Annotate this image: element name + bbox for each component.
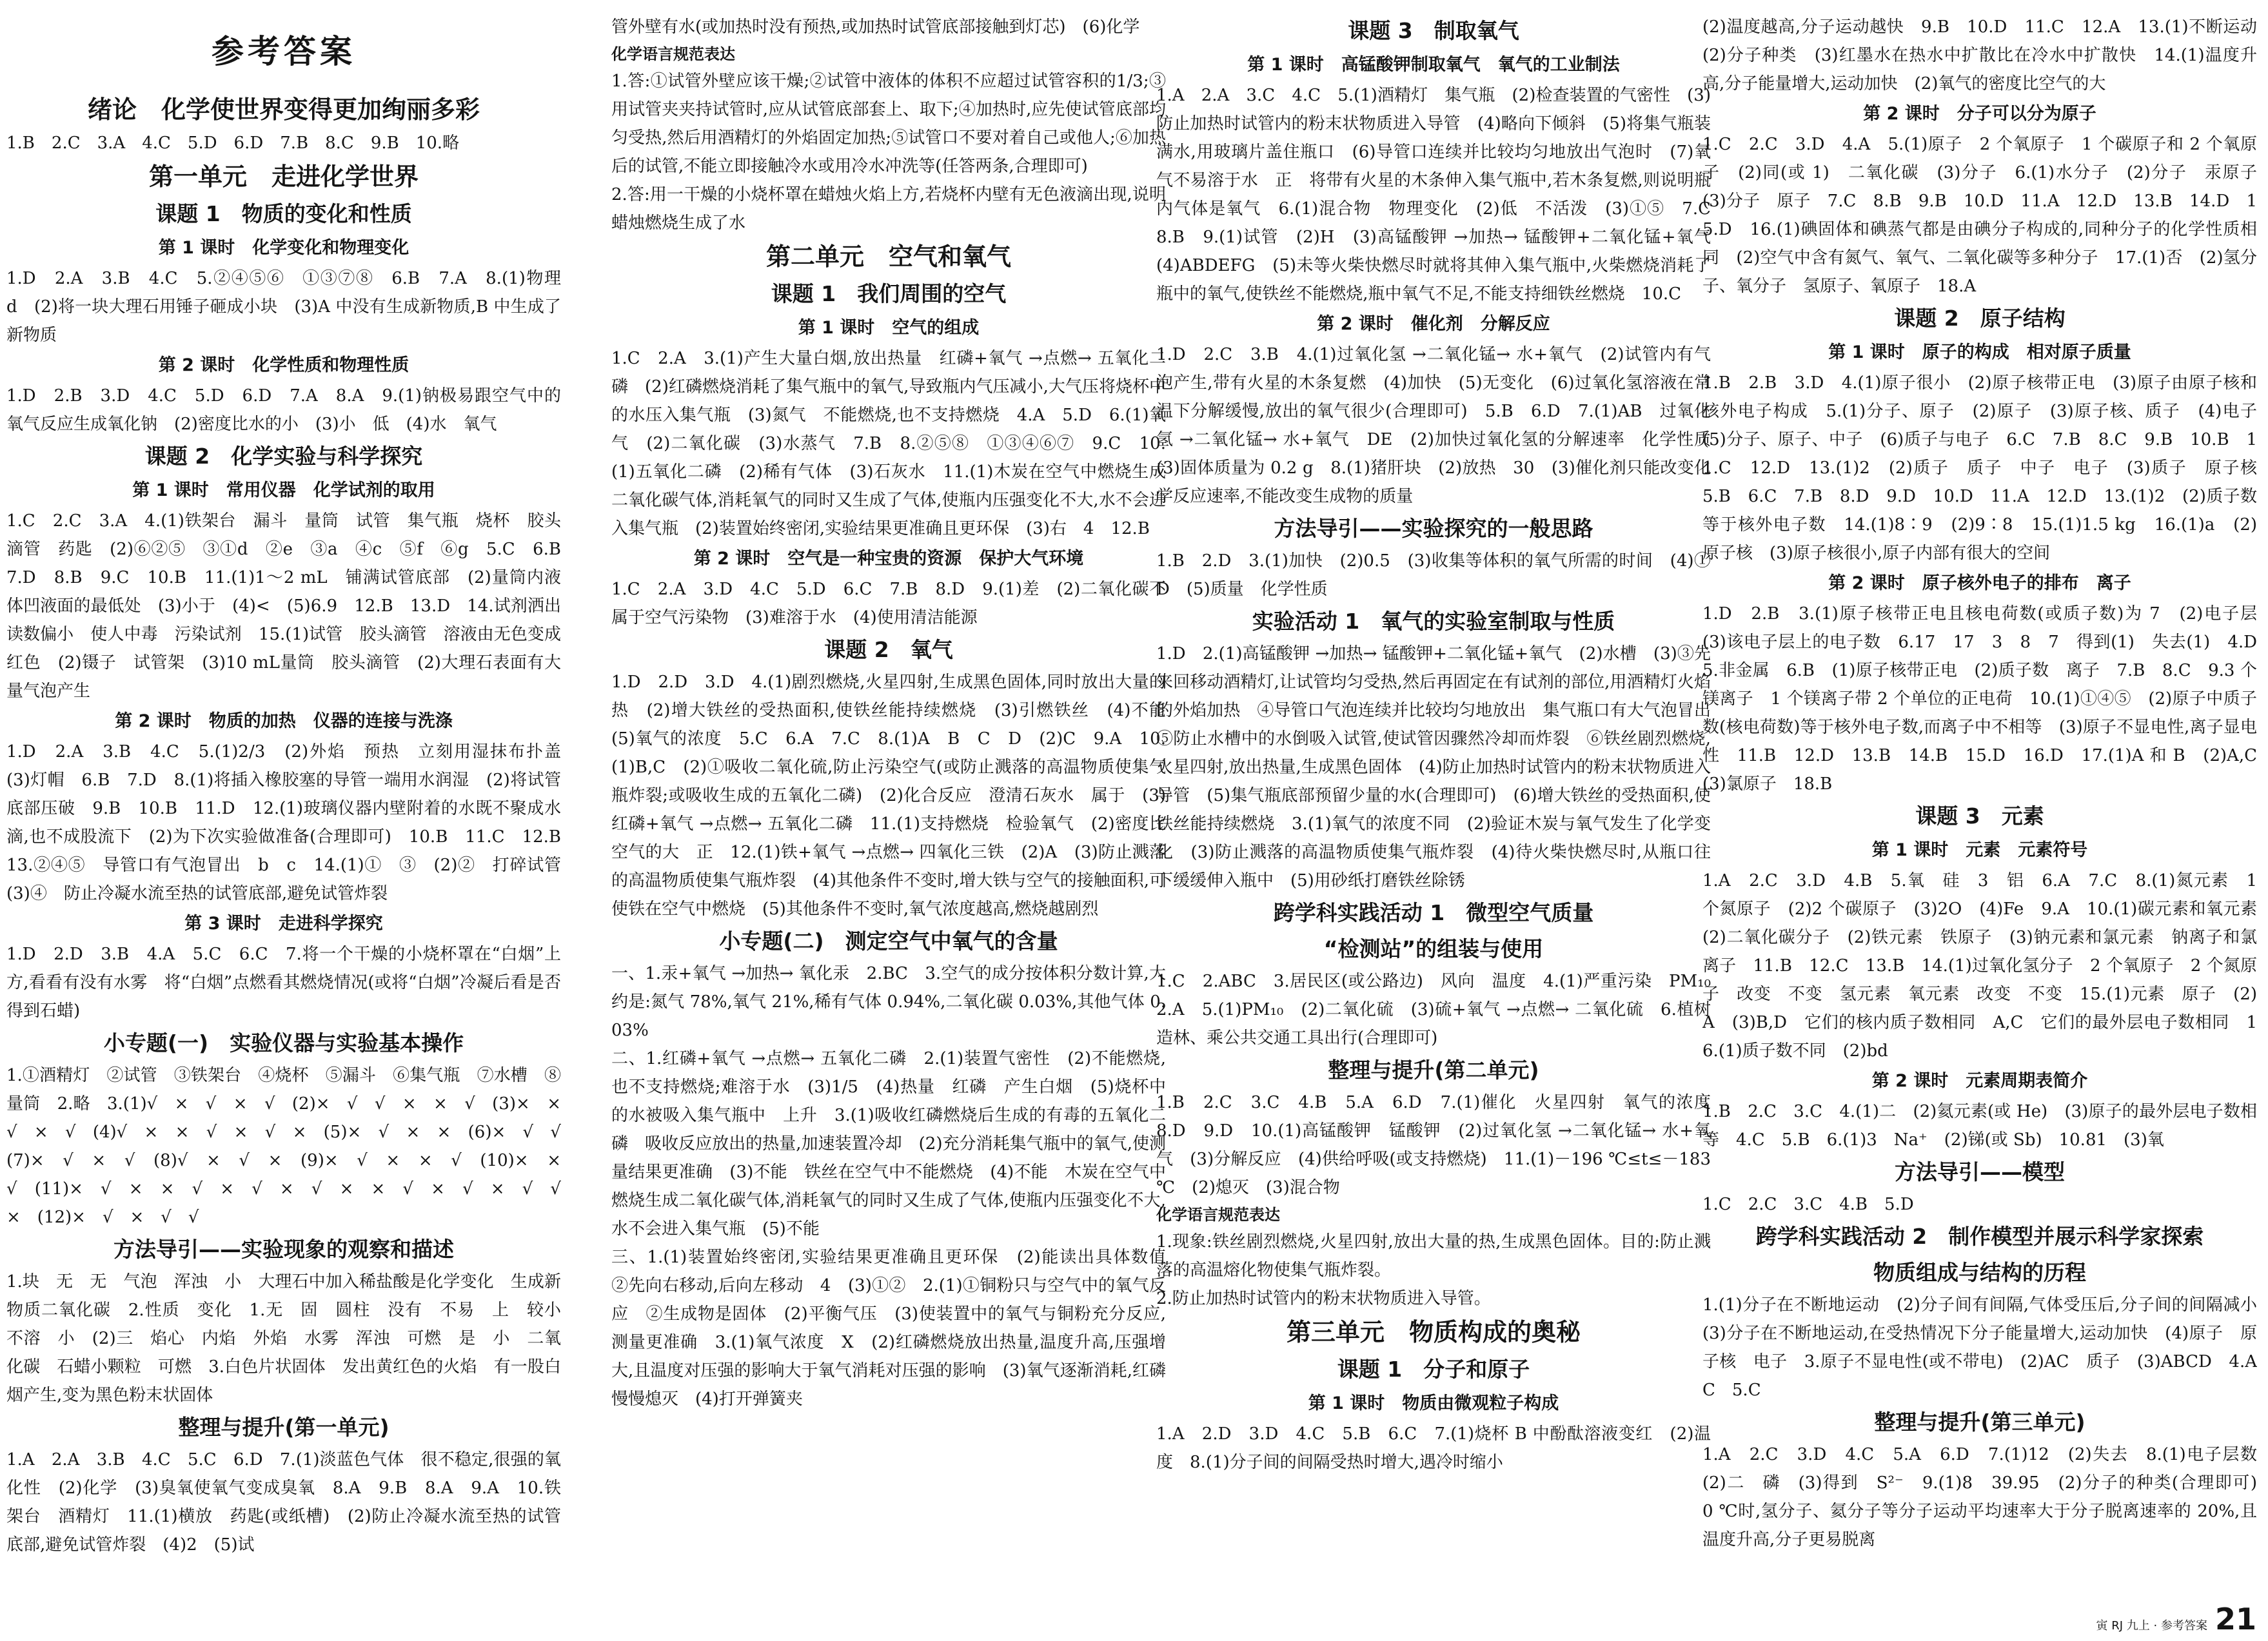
answer-paragraph: 1.B 2.C 3.C 4.(1)二 (2)氦元素(或 He) (3)原子的最外层电子数相等 4.C 5.B 6.(1)3 Na⁺ (2)锑(或 Sb) 10.81 (3)氧 [1702,1102,2257,1150]
section-heading: 方法导引——实验探究的一般思路 [1274,516,1593,541]
answer-paragraph: 1.(1)分子在不断地运动 (2)分子间有间隔,气体受压后,分子间的间隔减小 (3)分子在不断地运动,在受热情况下分子能量增大,运动加快 (4)原子 原子核 电子 3.原子不显电性(或不带电) (2)AC 质子 (3)ABCD 4.AC 5.C [1702,1295,2257,1400]
answer-paragraph: 一、1.汞+氧气 →加热→ 氧化汞 2.BC 3.空气的成分按体积分数计算,大约是:氮气 78%,氧气 21%,稀有气体 0.94%,二氧化碳 0.03%,其他气体 0.03% [611,964,1166,1040]
answer-paragraph: 1.A 2.C 3.D 4.C 5.A 6.D 7.(1)12 (2)失去 8.(1)电子层数 (2)二 磷 (3)得到 S²⁻ 9.(1)8 39.95 (2)分子的种类(合理即可) 0 ℃时,氢分子、氦分子等分子运动平均速率大于分子脱离速率的 20%,且温度升高,分子更易脱离 [1702,1445,2257,1549]
answer-paragraph: 1.A 2.A 3.B 4.C 5.C 6.D 7.(1)淡蓝色气体 很不稳定,很强的氧化性 (2)化学 (3)臭氧使氧气变成臭氧 8.A 9.B 8.A 9.A 10.铁架台 酒精灯 11.(1)横放 药匙(或纸槽) (2)防止冷凝水流至热的试管底部,避免试管炸裂 (4)2 (5)试 [6,1450,561,1555]
text-column-1 [6,13,561,1606]
section-heading: 课题 3 元素 [1915,803,2044,829]
section-heading: 课题 3 制取氧气 [1348,18,1519,43]
section-heading: 实验活动 1 氧气的实验室制取与性质 [1252,609,1615,634]
lesson-heading: 第 1 课时 高锰酸钾制取氧气 氧气的工业制法 [1247,55,1620,75]
lesson-heading: 第 1 课时 原子的构成 相对原子质量 [1828,342,2131,362]
lesson-heading: 第 2 课时 分子可以分为原子 [1863,104,2096,124]
lesson-heading: 第 2 课时 原子核外电子的排布 离子 [1828,573,2131,593]
chapter-heading: 绪论 化学使世界变得更加绚丽多彩 [87,95,480,124]
page-title: 参考答案 [212,33,356,70]
answer-paragraph: 1.C 2.C 3.A 4.(1)铁架台 漏斗 量筒 试管 集气瓶 烧杯 胶头滴管 药匙 (2)⑥②⑤ ③①d ②e ③a ④c ⑤f ⑥g 5.C 6.B 7.D 8.B 9.C 10.B 11.(1)1～2 mL 铺满试管底部 (2)量筒内液体凹液面的最低处 (3)小于 (4)< (5)6.9 12.B 13.D 14.试剂洒出 读数偏小 使人中毒 污染试剂 15.(1)试管 胶头滴管 溶液由无色变成红色 (2)镊子 试管架 (3)10 mL量筒 胶头滴管 (2)大理石表面有大量气泡产生 [6,511,561,701]
footer-label: 寅 RJ 九上 · 参考答案 [2096,1619,2207,1633]
answer-paragraph: 1.D 2.A 3.B 4.C 5.②④⑤⑥ ①③⑦⑧ 6.B 7.A 8.(1)物理 d (2)将一块大理石用锤子砸成小块 (3)A 中没有生成新物质,B 中生成了新物质 [6,269,561,345]
chapter-heading: 第一单元 走进化学世界 [148,162,419,191]
lesson-heading: 第 2 课时 元素周期表简介 [1871,1071,2088,1091]
answer-paragraph: 1.块 无 无 气泡 浑浊 小 大理石中加入稀盐酸是化学变化 生成新物质二氧化碳 2.性质 变化 1.无 固 圆柱 没有 不易 上 较小 不溶 小 (2)三 焰心 内焰 外焰 水雾 浑浊 可燃 是 小 二氧化碳 石蜡小颗粒 可燃 3.白色片状固体 发出黄红色的火焰 有一股白烟产生,变为黑色粉末状固体 [6,1272,561,1405]
answer-paragraph: 1.C 2.C 3.C 4.B 5.D [1702,1195,1914,1214]
answer-paragraph: 1.C 2.A 3.D 4.C 5.D 6.C 7.B 8.D 9.(1)差 (2)二氧化碳不属于空气污染物 (3)难溶于水 (4)使用清洁能源 [611,580,1166,627]
answer-paragraph: 1.B 2.B 3.D 4.(1)原子很小 (2)原子核带正电 (3)原子由原子核和核外电子构成 5.(1)分子、原子 (2)原子 (3)原子核、质子 (4)电子 (5)分子、原子、中子 (6)质子与电子 6.C 7.B 8.C 9.B 10.B 11.C 12.D 13.(1)2 (2)质子 质子 中子 电子 (3)质子 原子核 5.B 6.C 7.B 8.D 9.D 10.D 11.A 12.D 13.(1)2 (2)质子数等于核外电子数 14.(1)8∶9 (2)9∶8 15.(1)1.5 kg 16.(1)a (2)原子核 (3)原子核很小,原子内部有很大的空间 [1702,373,2257,563]
answer-paragraph: 1.B 2.C 3.A 4.C 5.D 6.D 7.B 8.C 9.B 10.略 [6,133,460,153]
answer-paragraph: 1.A 2.A 3.C 4.C 5.(1)酒精灯 集气瓶 (2)检查装置的气密性 (3)防止加热时试管内的粉末状物质进入导管 (4)略向下倾斜 (5)将集气瓶装满水,用玻璃片盖住瓶口 (6)导管口连续并比较均匀地放出气泡时 (7)氧气不易溶于水 正 将带有火星的木条伸入集气瓶中,若木条复燃,则说明瓶内气体是氧气 6.(1)混合物 物理变化 (2)低 不活泼 (3)①⑤ 7.C 8.B 9.(1)试管 (2)H (3)高锰酸钾 →加热→ 锰酸钾+二氧化锰+氧气 (4)ABDEFG (5)未等火柴快燃尽时就将其伸入集气瓶中,火柴燃烧消耗了瓶中的氧气,使铁丝不能燃烧,瓶中氧气不足,不能支持细铁丝燃烧 10.C [1156,86,1711,304]
answer-paragraph: 1.A 2.C 3.D 4.B 5.氧 硅 3 铝 6.A 7.C 8.(1)氮元素 1 个氮原子 (2)2 个碳原子 (3)2O (4)Fe 9.A 10.(1)碳元素和氧元素 (2)二氧化碳分子 (2)铁元素 铁原子 (3)钠元素和氯元素 钠离子和氯离子 11.B 12.C 13.B 14.(1)过氧化氢分子 2 个氧原子 2 个氮原子 改变 不变 氢元素 氧元素 改变 不变 15.(1)元素 原子 (2)A (3)B,D 它们的核内质子数相同 A,C 它们的最外层电子数相同 16.(1)质子数不同 (2)bd [1702,871,2257,1061]
section-heading: 小专题(二) 测定空气中氧气的含量 [719,929,1058,954]
section-heading: 物质组成与结构的历程 [1873,1260,2086,1285]
section-heading: 方法导引——模型 [1895,1159,2065,1184]
section-heading: 小专题(一) 实验仪器与实验基本操作 [103,1030,464,1056]
subsection-label: 化学语言规范表达 [1156,1206,1280,1224]
section-heading: 整理与提升(第一单元) [178,1415,390,1440]
answer-paragraph: (2)温度越高,分子运动越快 9.B 10.D 11.C 12.A 13.(1)不断运动 (2)分子种类 (3)红墨水在热水中扩散比在冷水中扩散快 14.(1)温度升高,分子能量增大,运动加快 (2)氧气的密度比空气的大 [1702,17,2257,93]
section-heading: 整理与提升(第二单元) [1328,1057,1539,1083]
section-heading: 课题 1 我们周围的空气 [771,281,1007,306]
answer-paragraph: 2.防止加热时试管内的粉末状物质进入导管。 [1156,1289,1491,1308]
section-heading: 课题 1 物质的变化和性质 [155,201,412,226]
lesson-heading: 第 1 课时 物质由微观粒子构成 [1308,1393,1559,1413]
answer-paragraph: 1.C 2.ABC 3.居民区(或公路边) 风向 温度 4.(1)严重污染 PM₁₀ 2.A 5.(1)PM₁₀ (2)二氧化硫 (3)硫+氧气 →点燃→ 二氧化硫 6.植树造林、乘公共交通工具出行(合理即可) [1156,972,1711,1048]
page-footer [2096,1602,2256,1635]
lesson-heading: 第 2 课时 空气是一种宝贵的资源 保护大气环境 [693,549,1084,569]
answer-paragraph: 1.D 2.B 3.D 4.C 5.D 6.D 7.A 8.A 9.(1)钠极易跟空气中的氧气反应生成氧化钠 (2)密度比水的小 (3)小 低 (4)水 氧气 [6,386,561,434]
answer-paragraph: 1.D 2.(1)高锰酸钾 →加热→ 锰酸钾+二氧化锰+氧气 (2)水槽 (3)③先来回移动酒精灯,让试管均匀受热,然后再固定在有试剂的部位,用酒精灯火焰的外焰加热 ④导管口气泡连续并比较均匀地放出 集气瓶口有大气泡冒出 ⑤防止水槽中的水倒吸入试管,使试管因骤然冷却而炸裂 ⑥铁丝剧烈燃烧,火星四射,放出热量,生成黑色固体 (4)防止加热时试管内的粉末状物质进入导管 (5)集气瓶底部预留少量的水(合理即可) (6)增大铁丝的受热面积,使铁丝能持续燃烧 3.(1)氧气的浓度不同 (2)验证木炭与氧气发生了化学变化 (3)防止溅落的高温物质使集气瓶炸裂 (4)待火柴快燃尽时,从瓶口往下缓缓伸入瓶中 (5)用砂纸打磨铁丝除锈 [1156,644,1711,890]
section-heading: 课题 2 氧气 [824,637,953,662]
section-heading: 方法导引——实验现象的观察和描述 [113,1237,454,1262]
section-heading: “检测站”的组装与使用 [1323,936,1544,961]
lesson-heading: 第 2 课时 催化剂 分解反应 [1317,314,1550,334]
answer-paragraph: 1.A 2.D 3.D 4.C 5.B 6.C 7.(1)烧杯 B 中酚酞溶液变红 (2)温度 8.(1)分子间的间隔受热时增大,遇冷时缩小 [1156,1424,1711,1472]
lesson-heading: 第 1 课时 空气的组成 [798,318,980,338]
text-column-3 [1156,13,1711,1606]
answer-paragraph: 2.答:用一干燥的小烧杯罩在蜡烛火焰上方,若烧杯内壁有无色液滴出现,说明蜡烛燃烧生成了水 [611,185,1166,233]
answer-paragraph: 二、1.红磷+氧气 →点燃→ 五氧化二磷 2.(1)装置气密性 (2)不能燃烧,也不支持燃烧;难溶于水 (3)1/5 (4)热量 红磷 产生白烟 (5)烧杯中的水被吸入集气瓶中 上升 3.(1)吸收红磷燃烧后生成的有毒的五氧化二磷 吸收反应放出的热量,加速装置冷却 (2)充分消耗集气瓶中的氧气,使测量结果更准确 (3)不能 铁丝在空气中不能燃烧 (4)不能 木炭在空气中燃烧生成二氧化碳气体,消耗氧气的同时又生成了气体,使瓶内压强变化不大,水不会进入集气瓶 (5)不能 [611,1049,1166,1239]
answer-paragraph: 1.现象:铁丝剧烈燃烧,火星四射,放出大量的热,生成黑色固体。目的:防止溅落的高温熔化物使集气瓶炸裂。 [1156,1232,1711,1280]
answer-paragraph: 三、1.(1)装置始终密闭,实验结果更准确且更环保 (2)能读出具体数值 ②先向右移动,后向左移动 4 (3)①② 2.(1)①铜粉只与空气中的氧气反应 ②生成物是固体 (2)平衡气压 (3)使装置中的氧气与铜粉充分反应,测量更准确 3.(1)氧气浓度 X (2)红磷燃烧放出热量,温度升高,压强增大,且温度对压强的影响大于氧气消耗对压强的影响 (3)氧气逐渐消耗,红磷慢慢熄灭 (4)打开弹簧夹 [611,1248,1166,1409]
answer-paragraph: 管外壁有水(或加热时没有预热,或加热时试管底部接触到灯芯) (6)化学 [611,17,1140,37]
lesson-heading: 第 2 课时 化学性质和物理性质 [158,355,409,375]
section-heading: 跨学科实践活动 1 微型空气质量 [1273,900,1594,925]
page-number: 21 [2214,1602,2256,1636]
answer-paragraph: 1.B 2.C 3.C 4.B 5.A 6.D 7.(1)催化 火星四射 氧气的浓度 8.D 9.D 10.(1)高锰酸钾 锰酸钾 (2)过氧化氢 →二氧化锰→ 水+氧气 (3)分解反应 (4)供给呼吸(或支持燃烧) 11.(1)－196 ℃≤t≤－183 ℃ (2)熄灭 (3)混合物 [1156,1093,1711,1197]
lesson-heading: 第 1 课时 元素 元素符号 [1871,840,2088,860]
lesson-heading: 第 3 课时 走进科学探究 [184,914,383,934]
section-heading: 跨学科实践活动 2 制作模型并展示科学家探索 [1755,1224,2204,1249]
answer-paragraph: 1.D 2.A 3.B 4.C 5.(1)2/3 (2)外焰 预热 立刻用湿抹布扑盖 (3)灯帽 6.B 7.D 8.(1)将插入橡胶塞的导管一端用水润湿 (2)将试管底部压破 9.B 10.B 11.D 12.(1)玻璃仪器内壁附着的水既不聚成水滴,也不成股流下 (2)为下次实验做准备(合理即可) 10.B 11.C 12.B 13.②④⑤ 导管口有气泡冒出 b c 14.(1)① ③ (2)② 打碎试管 (3)④ 防止冷凝水流至热的试管底部,避免试管炸裂 [6,742,561,903]
text-column-2 [611,13,1166,1606]
section-heading: 整理与提升(第三单元) [1874,1410,2086,1435]
answer-paragraph: 1.①酒精灯 ②试管 ③铁架台 ④烧杯 ⑤漏斗 ⑥集气瓶 ⑦水槽 ⑧量筒 2.略 3.(1)√ × √ × √ (2)× √ √ × × √ (3)× × √ × √ (4)√ × × √ × √ × (5)× √ × × (6)× √ √ (7)× √ × √ (8)√ × √ × (9)× √ × × √ (10)× × √ (11)× √ × × √ × √ × √ × × √ × √ × √ √ × (12)× √ × √ √ [6,1066,561,1227]
answer-paragraph: 1.D 2.C 3.B 4.(1)过氧化氢 →二氧化锰→ 水+氧气 (2)试管内有气泡产生,带有火星的木条复燃 (4)加快 (5)无变化 (6)过氧化氢溶液在常温下分解缓慢,放出的氧气很少(合理即可) 5.B 6.D 7.(1)AB 过氧化氢 →二氧化锰→ 水+氧气 DE (2)加快过氧化氢的分解速率 化学性质 (3)固体质量为 0.2 g 8.(1)猪肝块 (2)放热 30 (3)催化剂只能改变化学反应速率,不能改变生成物的质量 [1156,345,1711,506]
text-column-4 [1702,13,2257,1606]
lesson-heading: 第 1 课时 常用仪器 化学试剂的取用 [132,480,435,500]
section-heading: 课题 1 分子和原子 [1337,1357,1530,1382]
answer-paragraph: 1.B 2.D 3.(1)加快 (2)0.5 (3)收集等体积的氧气所需的时间 (4)①D (5)质量 化学性质 [1156,551,1711,599]
lesson-heading: 第 2 课时 物质的加热 仪器的连接与洗涤 [115,711,453,731]
subsection-label: 化学语言规范表达 [611,45,735,63]
chapter-heading: 第三单元 物质构成的奥秘 [1286,1318,1581,1346]
section-heading: 课题 2 化学实验与科学探究 [144,444,423,469]
answer-paragraph: 1.D 2.D 3.D 4.(1)剧烈燃烧,火星四射,生成黑色固体,同时放出大量的热 (2)增大铁丝的受热面积,使铁丝能持续燃烧 (3)引燃铁丝 (4)不能 (5)氧气的浓度 5.C 6.A 7.C 8.(1)A B C D (2)C 9.A 10.(1)B,C (2)①吸收二氧化硫,防止污染空气(或防止溅落的高温物质使集气瓶炸裂;或吸收生成的五氧化二磷) (2)化合反应 澄清石灰水 属于 (3)红磷+氧气 →点燃→ 五氧化二磷 11.(1)支持燃烧 检验氧气 (2)密度比空气的大 正 12.(1)铁+氧气 →点燃→ 四氧化三铁 (2)A (3)防止溅落的高温物质使集气瓶炸裂 (4)其他条件不变时,增大铁与空气的接触面积,可使铁在空气中燃烧 (5)其他条件不变时,氧气浓度越高,燃烧越剧烈 [611,673,1166,919]
answer-paragraph: 1.D 2.D 3.B 4.A 5.C 6.C 7.将一个干燥的小烧杯罩在“白烟”上方,看看有没有水雾 将“白烟”点燃看其燃烧情况(或将“白烟”冷凝后看是否得到石蜡) [6,945,561,1021]
chapter-heading: 第二单元 空气和氧气 [765,242,1011,271]
answer-paragraph: 1.答:①试管外壁应该干燥;②试管中液体的体积不应超过试管容积的1/3;③用试管夹夹持试管时,应从试管底部套上、取下;④加热时,应先使试管底部均匀受热,然后用酒精灯的外焰固定加热;⑤试管口不要对着自己或他人;⑥加热后的试管,不能立即接触冷水或用冷水冲洗等(任答两条,合理即可) [611,72,1166,176]
answer-paragraph: 1.C 2.C 3.D 4.A 5.(1)原子 2 个氧原子 1 个碳原子和 2 个氧原子 (2)同(或 1) 二氧化碳 (3)分子 6.(1)水分子 (2)分子 汞原子 (3)分子 原子 7.C 8.B 9.B 10.D 11.A 12.D 13.B 14.D 15.D 16.(1)碘固体和碘蒸气都是由碘分子构成的,同种分子的化学性质相同 (2)空气中含有氮气、氧气、二氧化碳等多种分子 17.(1)否 (2)氢分子、氧分子 氢原子、氧原子 18.A [1702,135,2257,296]
answer-paragraph: 1.C 2.A 3.(1)产生大量白烟,放出热量 红磷+氧气 →点燃→ 五氧化二磷 (2)红磷燃烧消耗了集气瓶中的氧气,导致瓶内气压减小,大气压将烧杯中的水压入集气瓶 (3)氮气 不能燃烧,也不支持燃烧 4.A 5.D 6.(1)氧气 (2)二氧化碳 (3)水蒸气 7.B 8.②⑤⑧ ①③④⑥⑦ 9.C 10.(1)五氧化二磷 (2)稀有气体 (3)石灰水 11.(1)木炭在空气中燃烧生成二氧化碳气体,消耗氧气的同时又生成了气体,使瓶内压强变化不大,水不会进入集气瓶 (2)装置始终密闭,实验结果更准确且更环保 (3)右 4 12.B [611,349,1166,538]
section-heading: 课题 2 原子结构 [1894,306,2066,331]
answer-paragraph: 1.D 2.B 3.(1)原子核带正电且核电荷数(或质子数)为 7 (2)电子层 (3)该电子层上的电子数 6.17 17 3 8 7 得到(1) 失去(1) 4.D 5.非金属 6.B (1)原子核带正电 (2)质子数 离子 7.B 8.C 9.3 个镁离子 1 个镁离子带 2 个单位的正电荷 10.(1)①④⑤ (2)原子中质子数(核电荷数)等于核外电子数,而离子中不相等 (3)原子不显电性,离子显电性 11.B 12.D 13.B 14.B 15.D 16.D 17.(1)A 和 B (2)A,C (3)氯原子 18.B [1702,604,2257,794]
lesson-heading: 第 1 课时 化学变化和物理变化 [158,238,409,258]
